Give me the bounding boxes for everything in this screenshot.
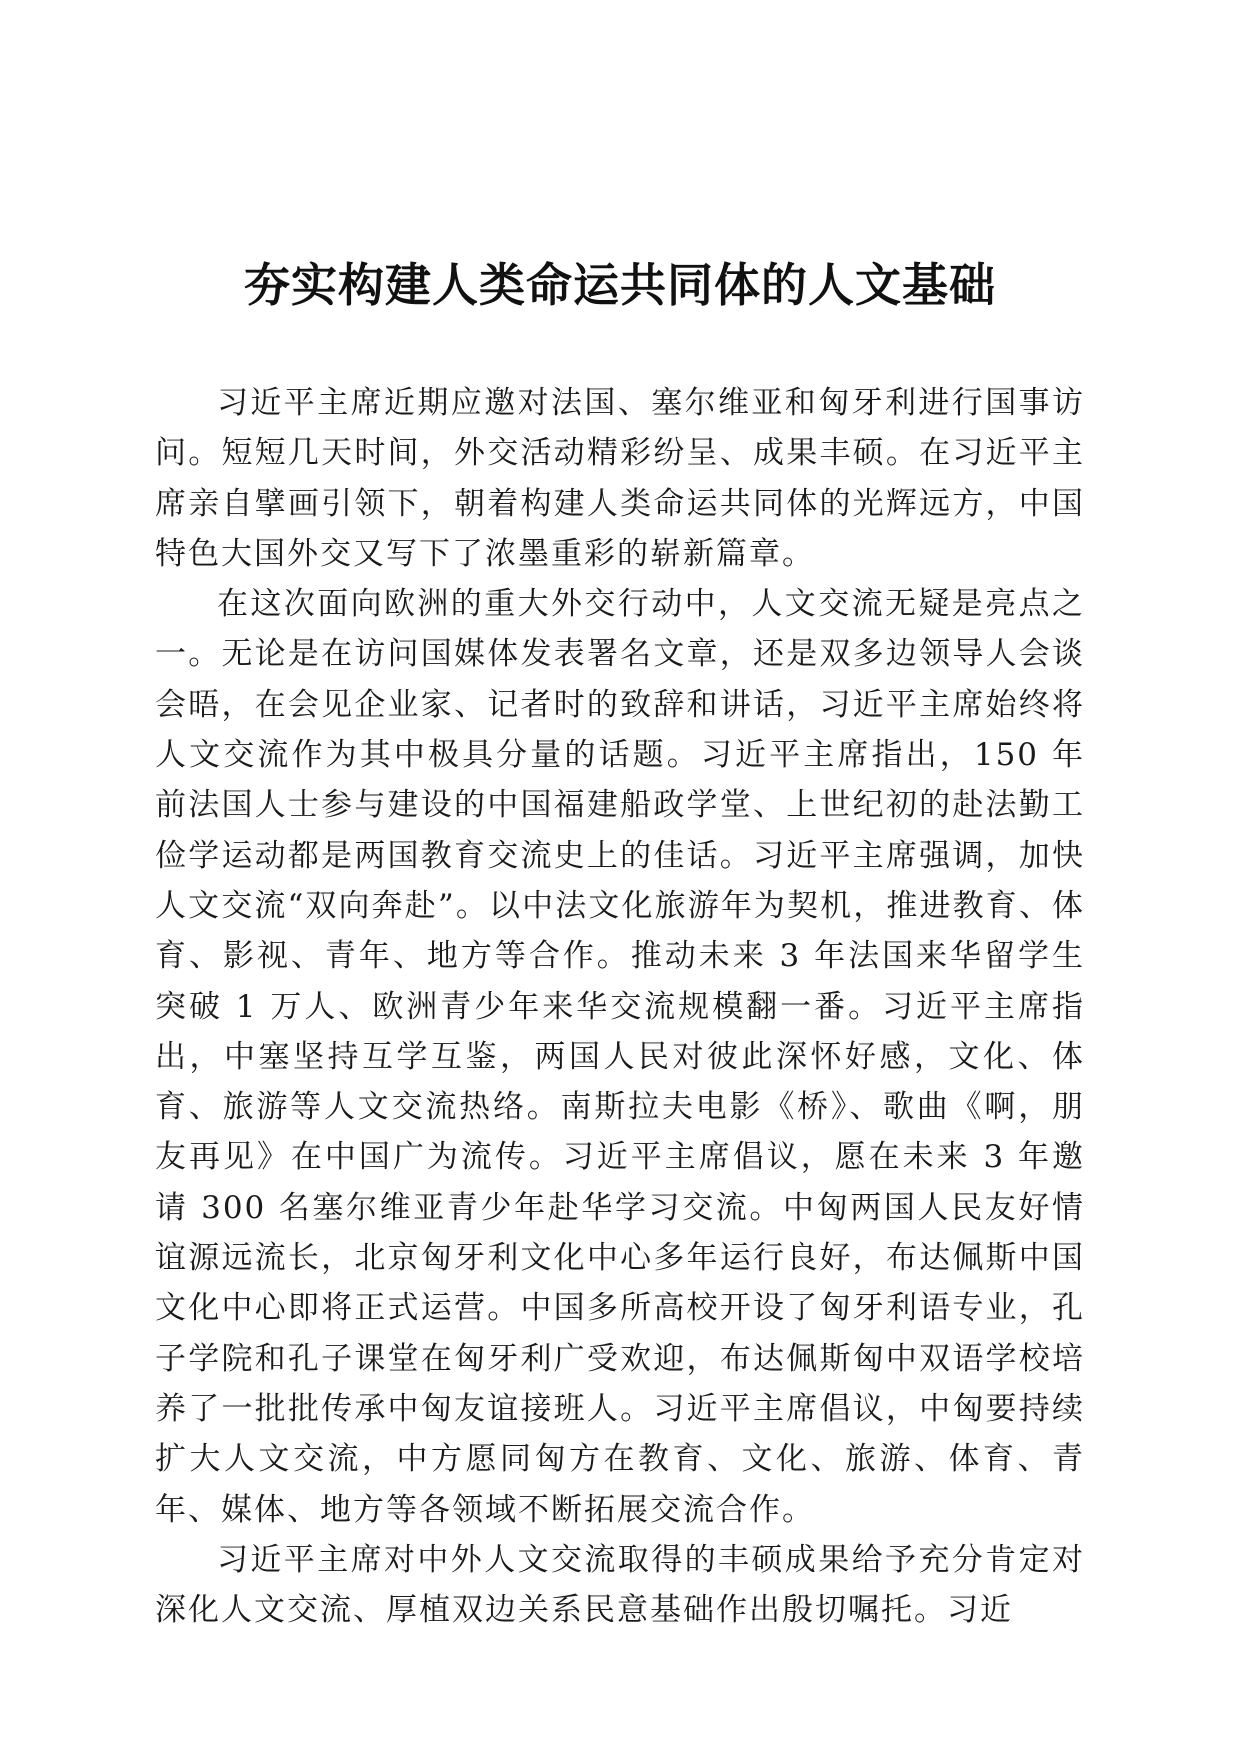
document-title: 夯实构建人类命运共同体的人文基础: [244, 258, 996, 312]
paragraph-2: 在这次面向欧洲的重大外交行动中，人文交流无疑是亮点之一。无论是在访问国媒体发表署名文章，还是双多边领导人会谈会晤，在会见企业家、记者时的致辞和讲话，习近平主席始终将人文交流作为其中极具分量的话题。习近平主席指出，150 年前法国人士参与建设的中国福建船政学堂、上世纪初的赴法勤工俭学运动都是两国教育交流史上的佳话。习近平主席强调，加快人文交流“双向奔赴”。以中法文化旅游年为契机，推进教育、体育、影视、青年、地方等合作。推动未来 3 年法国来华留学生突破 1 万人、欧洲青少年来华交流规模翻一番。习近平主席指出，中塞坚持互学互鉴，两国人民对彼此深怀好感，文化、体育、旅游等人文交流热络。南斯拉夫电影《桥》、歌曲《啊，朋友再见》在中国广为流传。习近平主席倡议，愿在未来 3 年邀请 300 名塞尔维亚青少年赴华学习交流。中匈两国人民友好情谊源远流长，北京匈牙利文化中心多年运行良好，布达佩斯中国文化中心即将正式运营。中国多所高校开设了匈牙利语专业，孔子学院和孔子课堂在匈牙利广受欢迎，布达佩斯匈中双语学校培养了一批批传承中匈友谊接班人。习近平主席倡议，中匈要持续扩大人文交流，中方愿同匈方在教育、文化、旅游、体育、青年、媒体、地方等各领域不断拓展交流合作。: [155, 586, 1085, 1528]
document-body: [155, 378, 1085, 1635]
paragraph-1: 习近平主席近期应邀对法国、塞尔维亚和匈牙利进行国事访问。短短几天时间，外交活动精彩纷呈、成果丰硕。在习近平主席亲自擘画引领下，朝着构建人类命运共同体的光辉远方，中国特色大国外交又写下了浓墨重彩的崭新篇章。: [155, 385, 1085, 572]
paragraph-3: 习近平主席对中外人文交流取得的丰硕成果给予充分肯定对深化人文交流、厚植双边关系民意基础作出殷切嘱托。习近: [155, 1541, 1085, 1629]
